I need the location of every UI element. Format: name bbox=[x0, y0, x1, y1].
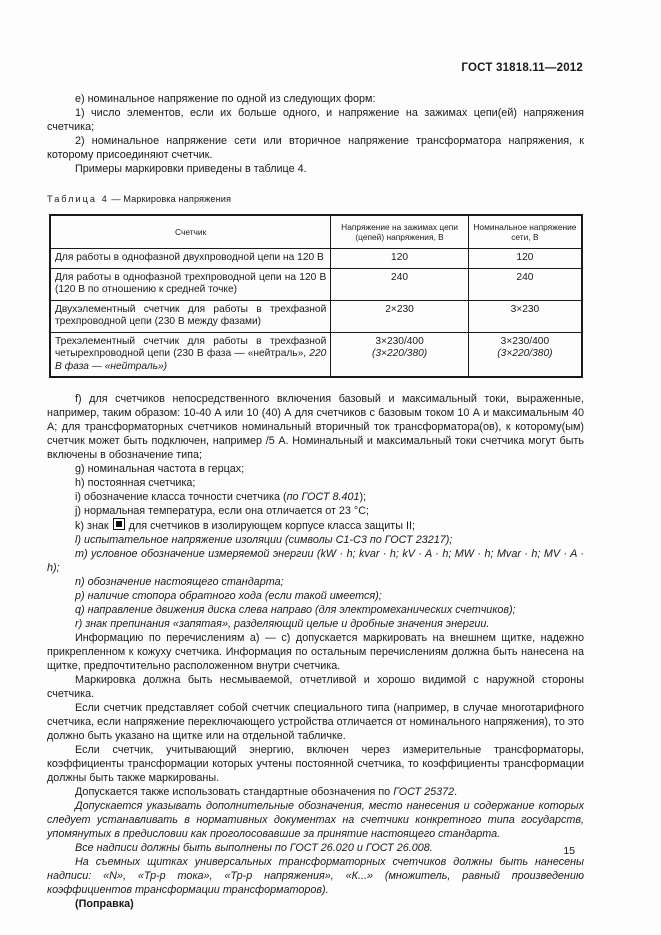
paragraph-i-ref: по ГОСТ 8.401 bbox=[286, 491, 360, 503]
paragraph-f: f) для счетчиков непосредственного включения базовый и максимальный токи, выраженные, например, таким образом: 10-40 А или 10 (40) А для счетчиков с базовым током 10 А и максимальным 40 А; для трансформаторных счетчиков номинальный вторичный ток трансформатора(ов), к которому(ым) счетчик может быть подключен, например /5 А. Номинальный и максимальный токи счетчика могут быть включены в обозначение типа; bbox=[47, 393, 584, 461]
table-cell-desc: Двухэлементный счетчик для работы в трехфазной трехпроводной цепи (230 В между фазами) bbox=[50, 300, 331, 332]
table-header-terminal-voltage: Напряжение на зажимах цепи (цепей) напряжения, В bbox=[331, 215, 469, 249]
paragraph-i-end: ); bbox=[359, 491, 367, 503]
table-cell-terminal bbox=[331, 332, 469, 377]
table-cell-network bbox=[468, 332, 582, 377]
table-caption-text: — Маркировка напряжения bbox=[108, 194, 232, 204]
paragraph-removable: На съемных щитках универсальных трансформаторных счетчиков должны быть нанесены надписи: «N», «Тр-р тока», «Тр-р напряжения», «К...» (множитель, равный произведению коэффициентов трансформации трансформаторов). bbox=[47, 856, 584, 896]
table-cell-terminal-main: 3×230/400 bbox=[375, 335, 424, 347]
table-cell-network-main: 3×230/400 bbox=[500, 335, 550, 347]
table-header-meter: Счетчик bbox=[50, 215, 331, 249]
paragraph-k-rest: для счетчиков в изолирующем корпусе класса защиты II; bbox=[125, 520, 415, 532]
table-cell-terminal: 2×230 bbox=[331, 300, 469, 332]
paragraph-transformer: Если счетчик, учитывающий энергию, включен через измерительные трансформаторы, коэффициенты трансформации которых учтены постоянной счетчика, то коэффициенты трансформации должны быть также маркированы. bbox=[47, 744, 584, 784]
paragraph-info: Информацию по перечислениям а) — с) допускается маркировать на внешнем щитке, надежно прикрепленном к кожуху счетчика. Информация по остальным перечислениям должна быть нанесена на щитке, предпочтительно расположенном внутри счетчика. bbox=[47, 632, 584, 672]
paragraph-inscriptions: Все надписи должны быть выполнены по ГОСТ 26.020 и ГОСТ 26.008. bbox=[75, 842, 433, 854]
paragraph-q: q) направление движения диска слева направо (для электромеханических счетчиков); bbox=[75, 604, 516, 616]
voltage-marking-table bbox=[49, 214, 583, 378]
table-caption bbox=[47, 192, 584, 206]
table-header-row bbox=[50, 215, 582, 249]
paragraph-n: n) обозначение настоящего стандарта; bbox=[75, 576, 284, 588]
table-cell-desc-main: Трехэлементный счетчик для работы в трехфазной четырехпроводной цепи (230 В фаза — «нейтраль», bbox=[55, 335, 327, 359]
table-cell-network: 240 bbox=[468, 268, 582, 300]
paragraph-r: r) знак препинания «запятая», разделяющий целые и дробные значения энергии. bbox=[75, 618, 490, 630]
amendment-note: (Поправка) bbox=[75, 898, 134, 910]
table-cell-network: 3×230 bbox=[468, 300, 582, 332]
table-cell-desc: Для работы в однофазной двухпроводной цепи на 120 В bbox=[50, 249, 331, 269]
table-row bbox=[50, 249, 582, 269]
paragraph-p: p) наличие стопора обратного хода (если такой имеется); bbox=[75, 590, 382, 602]
paragraph-gost-text: Допускается также использовать стандартные обозначения по bbox=[75, 786, 394, 798]
table-row bbox=[50, 268, 582, 300]
table-cell-network-alt: (3×220/380) bbox=[497, 348, 553, 359]
paragraph-e2: 2) номинальное напряжение сети или вторичное напряжение трансформатора напряжения, к которому присоединяют счетчик. bbox=[47, 135, 584, 161]
double-insulation-icon bbox=[113, 518, 125, 530]
table-caption-label: Таблица 4 bbox=[47, 194, 109, 204]
paragraph-j: j) нормальная температура, если она отличается от 23 °С; bbox=[75, 505, 370, 517]
paragraph-i bbox=[47, 490, 584, 504]
paragraph-gost-ref: ГОСТ 25372 bbox=[393, 786, 455, 798]
table-header-network-voltage: Номинальное напряжение сети, В bbox=[468, 215, 582, 249]
page-content bbox=[47, 92, 584, 911]
page-number: 15 bbox=[563, 845, 575, 857]
paragraph-l: l) испытательное напряжение изоляции (символы С1-С3 по ГОСТ 23217); bbox=[75, 534, 453, 546]
paragraph-marking: Маркировка должна быть несмываемой, отчетливой и хорошо видимой с наружной стороны счетчика. bbox=[47, 674, 584, 700]
paragraph-k bbox=[47, 518, 584, 533]
paragraph-e1: 1) число элементов, если их больше одного, и напряжение на зажимах цепи(ей) напряжения счетчика; bbox=[47, 107, 584, 133]
paragraph-gost bbox=[47, 785, 584, 799]
table-cell-terminal-alt: (3×220/380) bbox=[371, 348, 428, 359]
table-row bbox=[50, 332, 582, 377]
paragraph-special: Если счетчик представляет собой счетчик специального типа (например, в случае многотарифного счетчика, если напряжение переключающего устройства отличается от номинального напряжения), то это должно быть указано на щитке или на отдельной табличке. bbox=[47, 702, 584, 742]
document-id-header: ГОСТ 31818.11—2012 bbox=[461, 62, 583, 74]
paragraph-m: m) условное обозначение измеряемой энергии (kW · h; kvar · h; kV · A · h; MW · h; Mvar · h; MV · A · h); bbox=[47, 548, 584, 574]
table-cell-desc: Для работы в однофазной трехпроводной цепи на 120 В (120 В по отношению к средней точке) bbox=[50, 268, 331, 300]
paragraph-i-text: i) обозначение класса точности счетчика ( bbox=[75, 491, 287, 503]
table-cell-terminal: 120 bbox=[331, 249, 469, 269]
table-cell-desc bbox=[50, 332, 331, 377]
marking-list bbox=[47, 392, 584, 911]
paragraph-g: g) номинальная частота в герцах; bbox=[75, 463, 245, 475]
paragraph-examples: Примеры маркировки приведены в таблице 4. bbox=[75, 163, 307, 175]
paragraph-additional: Допускается указывать дополнительные обозначения, место нанесения и содержание которых следует устанавливать в нормативных документах на счетчики конкретного типа государств, упомянутых в предисловии как проголосовавшие за принятие настоящего стандарта. bbox=[47, 800, 584, 840]
paragraph-k-text: k) знак bbox=[75, 520, 112, 532]
table-cell-desc-alt: 220 В фаза — «нейтраль») bbox=[55, 348, 327, 372]
table-row bbox=[50, 300, 582, 332]
paragraph-gost-end: . bbox=[454, 786, 458, 798]
table-cell-terminal: 240 bbox=[331, 268, 469, 300]
table-cell-network: 120 bbox=[468, 249, 582, 269]
paragraph-h: h) постоянная счетчика; bbox=[75, 477, 196, 489]
paragraph-e: е) номинальное напряжение по одной из следующих форм: bbox=[75, 93, 376, 105]
